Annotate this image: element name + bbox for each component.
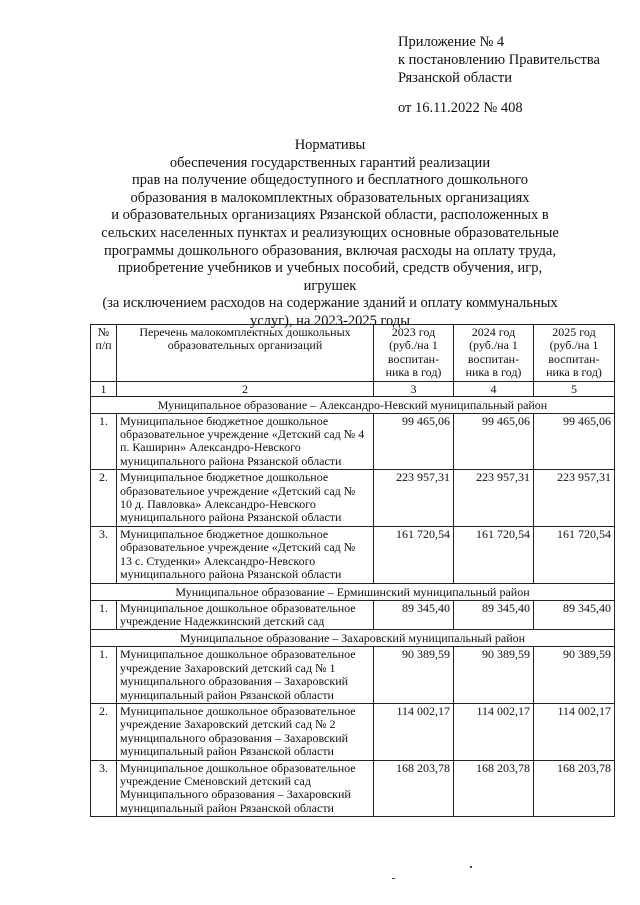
section-title: Муниципальное образование – Ермишинский муниципальный район [91, 583, 615, 600]
appendix-header [398, 33, 600, 117]
table-row [91, 526, 615, 583]
column-number: 3 [374, 381, 454, 396]
value-2025: 114 002,17 [534, 703, 615, 760]
title-line: (за исключением расходов на содержание зданий и оплату коммунальных [102, 295, 558, 312]
value-2025: 223 957,31 [534, 470, 615, 527]
scan-speck [470, 866, 472, 868]
row-index: 3. [91, 760, 117, 817]
value-2023: 99 465,06 [374, 413, 454, 470]
org-name: Муниципальное дошкольное образовательное учреждение Захаровский детский сад № 2 муниципального образования – Захаровский муниципальный район Рязанской области [117, 703, 374, 760]
row-index: 3. [91, 526, 117, 583]
section-row [91, 630, 615, 647]
org-name: Муниципальное бюджетное дошкольное образовательное учреждение «Детский сад № 10 д. Павловка» Александро-Невского муниципального района Рязанской области [117, 470, 374, 527]
row-index: 1. [91, 647, 117, 704]
appendix-region: Рязанской области [398, 70, 512, 86]
org-name: Муниципальное дошкольное образовательное учреждение Сменовский детский сад Муниципального образования – Захаровский муниципальный район Рязанской области [117, 760, 374, 817]
value-2025: 89 345,40 [534, 600, 615, 630]
column-number-row [91, 381, 615, 396]
appendix-reference: к постановлению Правительства [398, 52, 600, 68]
org-name: Муниципальное бюджетное дошкольное образовательное учреждение «Детский сад № 4 п. Каширин» Александро-Невского муниципального района Рязанской области [117, 413, 374, 470]
title-line: программы дошкольного образования, включая расходы на оплату труда, [104, 242, 556, 259]
row-index: 2. [91, 470, 117, 527]
value-2024: 89 345,40 [454, 600, 534, 630]
value-2024: 161 720,54 [454, 526, 534, 583]
title-line: обеспечения государственных гарантий реализации [169, 154, 491, 171]
document-title [100, 137, 560, 331]
section-title: Муниципальное образование – Александро-Невский муниципальный район [91, 396, 615, 413]
value-2023: 89 345,40 [374, 600, 454, 630]
row-index: 2. [91, 703, 117, 760]
value-2024: 168 203,78 [454, 760, 534, 817]
title-line: услуг), на 2023-2025 годы [249, 312, 410, 329]
title-line: Нормативы [294, 137, 366, 153]
value-2025: 168 203,78 [534, 760, 615, 817]
section-row [91, 583, 615, 600]
row-index: 1. [91, 413, 117, 470]
table-row [91, 600, 615, 630]
header-2025: 2025 год (руб./на 1 воспитан-ника в год) [534, 325, 615, 382]
table-row [91, 647, 615, 704]
column-number: 2 [117, 381, 374, 396]
value-2024: 90 389,59 [454, 647, 534, 704]
section-title: Муниципальное образование – Захаровский муниципальный район [91, 630, 615, 647]
table-row [91, 703, 615, 760]
value-2023: 90 389,59 [374, 647, 454, 704]
column-number: 4 [454, 381, 534, 396]
row-index: 1. [91, 600, 117, 630]
norms-table [90, 324, 615, 817]
header-num: № п/п [91, 325, 117, 382]
value-2025: 99 465,06 [534, 413, 615, 470]
value-2023: 161 720,54 [374, 526, 454, 583]
org-name: Муниципальное дошкольное образовательное учреждение Захаровский детский сад № 1 муниципального образования – Захаровский муниципальный район Рязанской области [117, 647, 374, 704]
appendix-number: Приложение № 4 [398, 34, 505, 50]
value-2023: 114 002,17 [374, 703, 454, 760]
value-2023: 223 957,31 [374, 470, 454, 527]
title-line: сельских населенных пунктах и реализующих основные образовательные [101, 224, 559, 241]
column-number: 1 [91, 381, 117, 396]
value-2024: 223 957,31 [454, 470, 534, 527]
value-2024: 99 465,06 [454, 413, 534, 470]
appendix-date: от 16.11.2022 № 408 [398, 100, 523, 116]
header-org-list: Перечень малокомплектных дошкольных образовательных организаций [117, 325, 374, 382]
header-2024: 2024 год (руб./на 1 воспитан-ника в год) [454, 325, 534, 382]
org-name: Муниципальное дошкольное образовательное учреждение Надежкинский детский сад [117, 600, 374, 630]
value-2024: 114 002,17 [454, 703, 534, 760]
table-row [91, 413, 615, 470]
value-2023: 168 203,78 [374, 760, 454, 817]
scan-speck [392, 878, 395, 879]
table-row [91, 760, 615, 817]
value-2025: 161 720,54 [534, 526, 615, 583]
section-row [91, 396, 615, 413]
title-line: образования в малокомплектных образовательных организациях [130, 189, 530, 206]
value-2025: 90 389,59 [534, 647, 615, 704]
table-header-row [91, 325, 615, 382]
org-name: Муниципальное бюджетное дошкольное образовательное учреждение «Детский сад № 13 с. Студенки» Александро-Невского муниципального района Рязанской области [117, 526, 374, 583]
column-number: 5 [534, 381, 615, 396]
header-2023: 2023 год (руб./на 1 воспитан-ника в год) [374, 325, 454, 382]
title-line: и образовательных организациях Рязанской области, расположенных в [111, 207, 549, 224]
title-line: приобретение учебников и учебных пособий, средств обучения, игр, игрушек [117, 260, 543, 294]
title-line: прав на получение общедоступного и бесплатного дошкольного [132, 172, 528, 189]
table-row [91, 470, 615, 527]
